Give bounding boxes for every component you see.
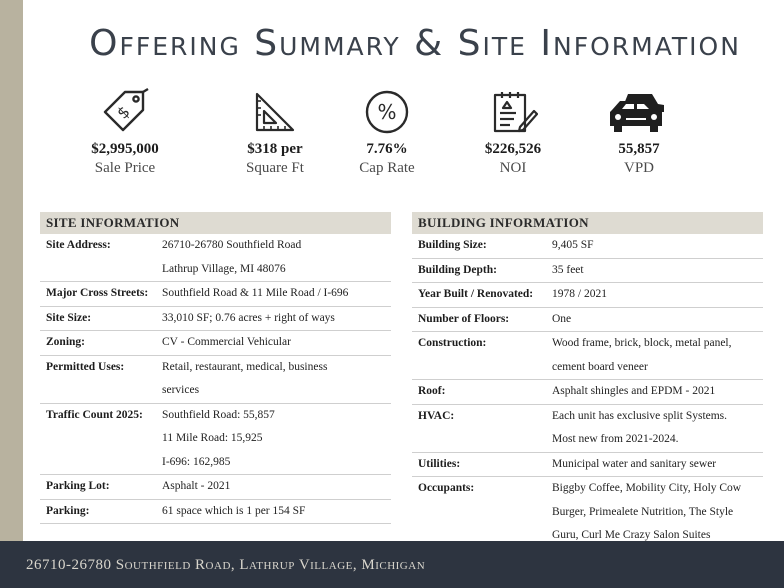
table-row bbox=[412, 477, 763, 549]
price-tag-icon bbox=[60, 84, 190, 140]
row-label: Parking: bbox=[46, 504, 90, 517]
cars-icon bbox=[574, 84, 704, 140]
row-value bbox=[552, 477, 763, 548]
value-line: 1978 / 2021 bbox=[552, 288, 607, 300]
table-row bbox=[412, 283, 763, 308]
row-value bbox=[162, 331, 391, 355]
value-line: Southfield Road & 11 Mile Road / I-696 bbox=[162, 287, 349, 299]
percent-icon bbox=[322, 84, 452, 140]
table-row bbox=[412, 453, 763, 478]
row-value bbox=[552, 380, 763, 404]
row-value bbox=[552, 332, 763, 379]
row-label: Zoning: bbox=[46, 336, 85, 348]
table-row bbox=[40, 282, 391, 307]
row-label: Building Depth: bbox=[418, 263, 497, 276]
table-row bbox=[412, 405, 763, 453]
metric-vpd bbox=[574, 84, 704, 178]
row-label: Site Address: bbox=[46, 239, 111, 251]
value-line: I-696: 162,985 bbox=[162, 455, 231, 468]
table-row bbox=[412, 308, 763, 333]
row-value bbox=[162, 234, 391, 281]
value-line: One bbox=[552, 312, 572, 325]
metric-label: NOI bbox=[499, 160, 527, 176]
table-row bbox=[40, 500, 391, 525]
svg-text:%: % bbox=[377, 100, 397, 124]
site-information-table bbox=[40, 212, 391, 524]
left-accent-bar bbox=[0, 0, 23, 541]
row-value bbox=[552, 453, 763, 477]
row-value bbox=[162, 404, 391, 475]
row-label: Roof: bbox=[418, 385, 446, 397]
row-label: Utilities: bbox=[418, 457, 461, 470]
metric-value: $2,995,000 bbox=[91, 141, 159, 157]
svg-text:$: $ bbox=[113, 102, 134, 123]
table-row bbox=[40, 307, 391, 332]
row-value bbox=[162, 475, 391, 499]
value-line: 33,010 SF; 0.76 acres + right of ways bbox=[162, 311, 335, 324]
value-line: 35 feet bbox=[552, 263, 584, 276]
table-row bbox=[40, 331, 391, 356]
page-title: Offering Summary & Site Information bbox=[89, 23, 741, 64]
row-value bbox=[162, 307, 391, 331]
row-label: Major Cross Streets: bbox=[46, 287, 149, 299]
table-row bbox=[40, 475, 391, 500]
table-row bbox=[412, 234, 763, 259]
value-line: Southfield Road: 55,857 bbox=[162, 408, 275, 421]
table-row bbox=[40, 234, 391, 282]
value-line: services bbox=[162, 384, 200, 396]
value-line: 26710-26780 Southfield Road bbox=[162, 239, 302, 251]
row-value bbox=[162, 282, 391, 306]
row-label: Traffic Count 2025: bbox=[46, 408, 143, 421]
metric-label: Cap Rate bbox=[359, 160, 415, 176]
metric-value: $226,526 bbox=[484, 141, 542, 157]
row-label: Construction: bbox=[418, 337, 487, 349]
footer-address: 26710-26780 Southfield Road, Lathrup Village, Michigan bbox=[0, 541, 784, 588]
metric-price-per-sf bbox=[210, 84, 340, 178]
metric-label: VPD bbox=[623, 160, 654, 176]
row-value bbox=[552, 234, 763, 258]
value-line: CV - Commercial Vehicular bbox=[162, 336, 291, 348]
row-label: Building Size: bbox=[418, 239, 487, 251]
metric-label: Square Ft bbox=[246, 160, 304, 176]
building-information-table bbox=[412, 212, 763, 549]
row-label: Parking Lot: bbox=[46, 480, 110, 492]
value-line: Each unit has exclusive split Systems. bbox=[552, 409, 728, 422]
ruler-triangle-icon bbox=[210, 84, 340, 140]
value-line: cement board veneer bbox=[552, 360, 648, 373]
row-label: HVAC: bbox=[418, 409, 455, 422]
value-line: Asphalt - 2021 bbox=[162, 480, 231, 492]
value-line: 61 space which is 1 per 154 SF bbox=[162, 504, 306, 517]
row-value bbox=[552, 283, 763, 307]
value-line: Biggby Coffee, Mobility City, Holy Cow bbox=[552, 482, 742, 494]
value-line: Burger, Primealete Nutrition, The Style bbox=[552, 505, 734, 518]
table-row bbox=[40, 356, 391, 404]
row-label: Number of Floors: bbox=[418, 312, 510, 325]
row-label: Permitted Uses: bbox=[46, 360, 125, 373]
key-metrics bbox=[60, 84, 740, 194]
row-value bbox=[552, 308, 763, 332]
value-line: Guru, Curl Me Crazy Salon Suites bbox=[552, 529, 711, 541]
value-line: 11 Mile Road: 15,925 bbox=[162, 432, 263, 444]
metric-sale-price bbox=[60, 84, 190, 178]
value-line: 9,405 SF bbox=[552, 239, 594, 251]
site-information-header: SITE INFORMATION bbox=[40, 212, 391, 234]
metric-value: 7.76% bbox=[366, 141, 408, 157]
row-value bbox=[552, 259, 763, 283]
row-value bbox=[552, 405, 763, 452]
row-value bbox=[162, 356, 391, 403]
table-row bbox=[412, 332, 763, 380]
building-information-header: BUILDING INFORMATION bbox=[412, 212, 763, 234]
table-row bbox=[412, 259, 763, 284]
metric-value: $318 per bbox=[247, 141, 303, 157]
metric-label: Sale Price bbox=[94, 160, 156, 176]
row-label: Occupants: bbox=[418, 482, 475, 494]
value-line: Asphalt shingles and EPDM - 2021 bbox=[552, 385, 716, 397]
value-line: Most new from 2021-2024. bbox=[552, 433, 679, 445]
value-line: Municipal water and sanitary sewer bbox=[552, 457, 717, 470]
value-line: Retail, restaurant, medical, business bbox=[162, 360, 328, 373]
metric-cap-rate bbox=[322, 84, 452, 178]
table-row bbox=[40, 404, 391, 476]
metric-noi bbox=[448, 84, 578, 178]
row-label: Site Size: bbox=[46, 311, 92, 324]
table-row bbox=[412, 380, 763, 405]
value-line: Wood frame, brick, block, metal panel, bbox=[552, 337, 732, 349]
row-label: Year Built / Renovated: bbox=[418, 288, 534, 300]
value-line: Lathrup Village, MI 48076 bbox=[162, 262, 286, 275]
row-value bbox=[162, 500, 391, 524]
metric-value: 55,857 bbox=[618, 141, 660, 157]
document-edit-icon bbox=[448, 84, 578, 140]
